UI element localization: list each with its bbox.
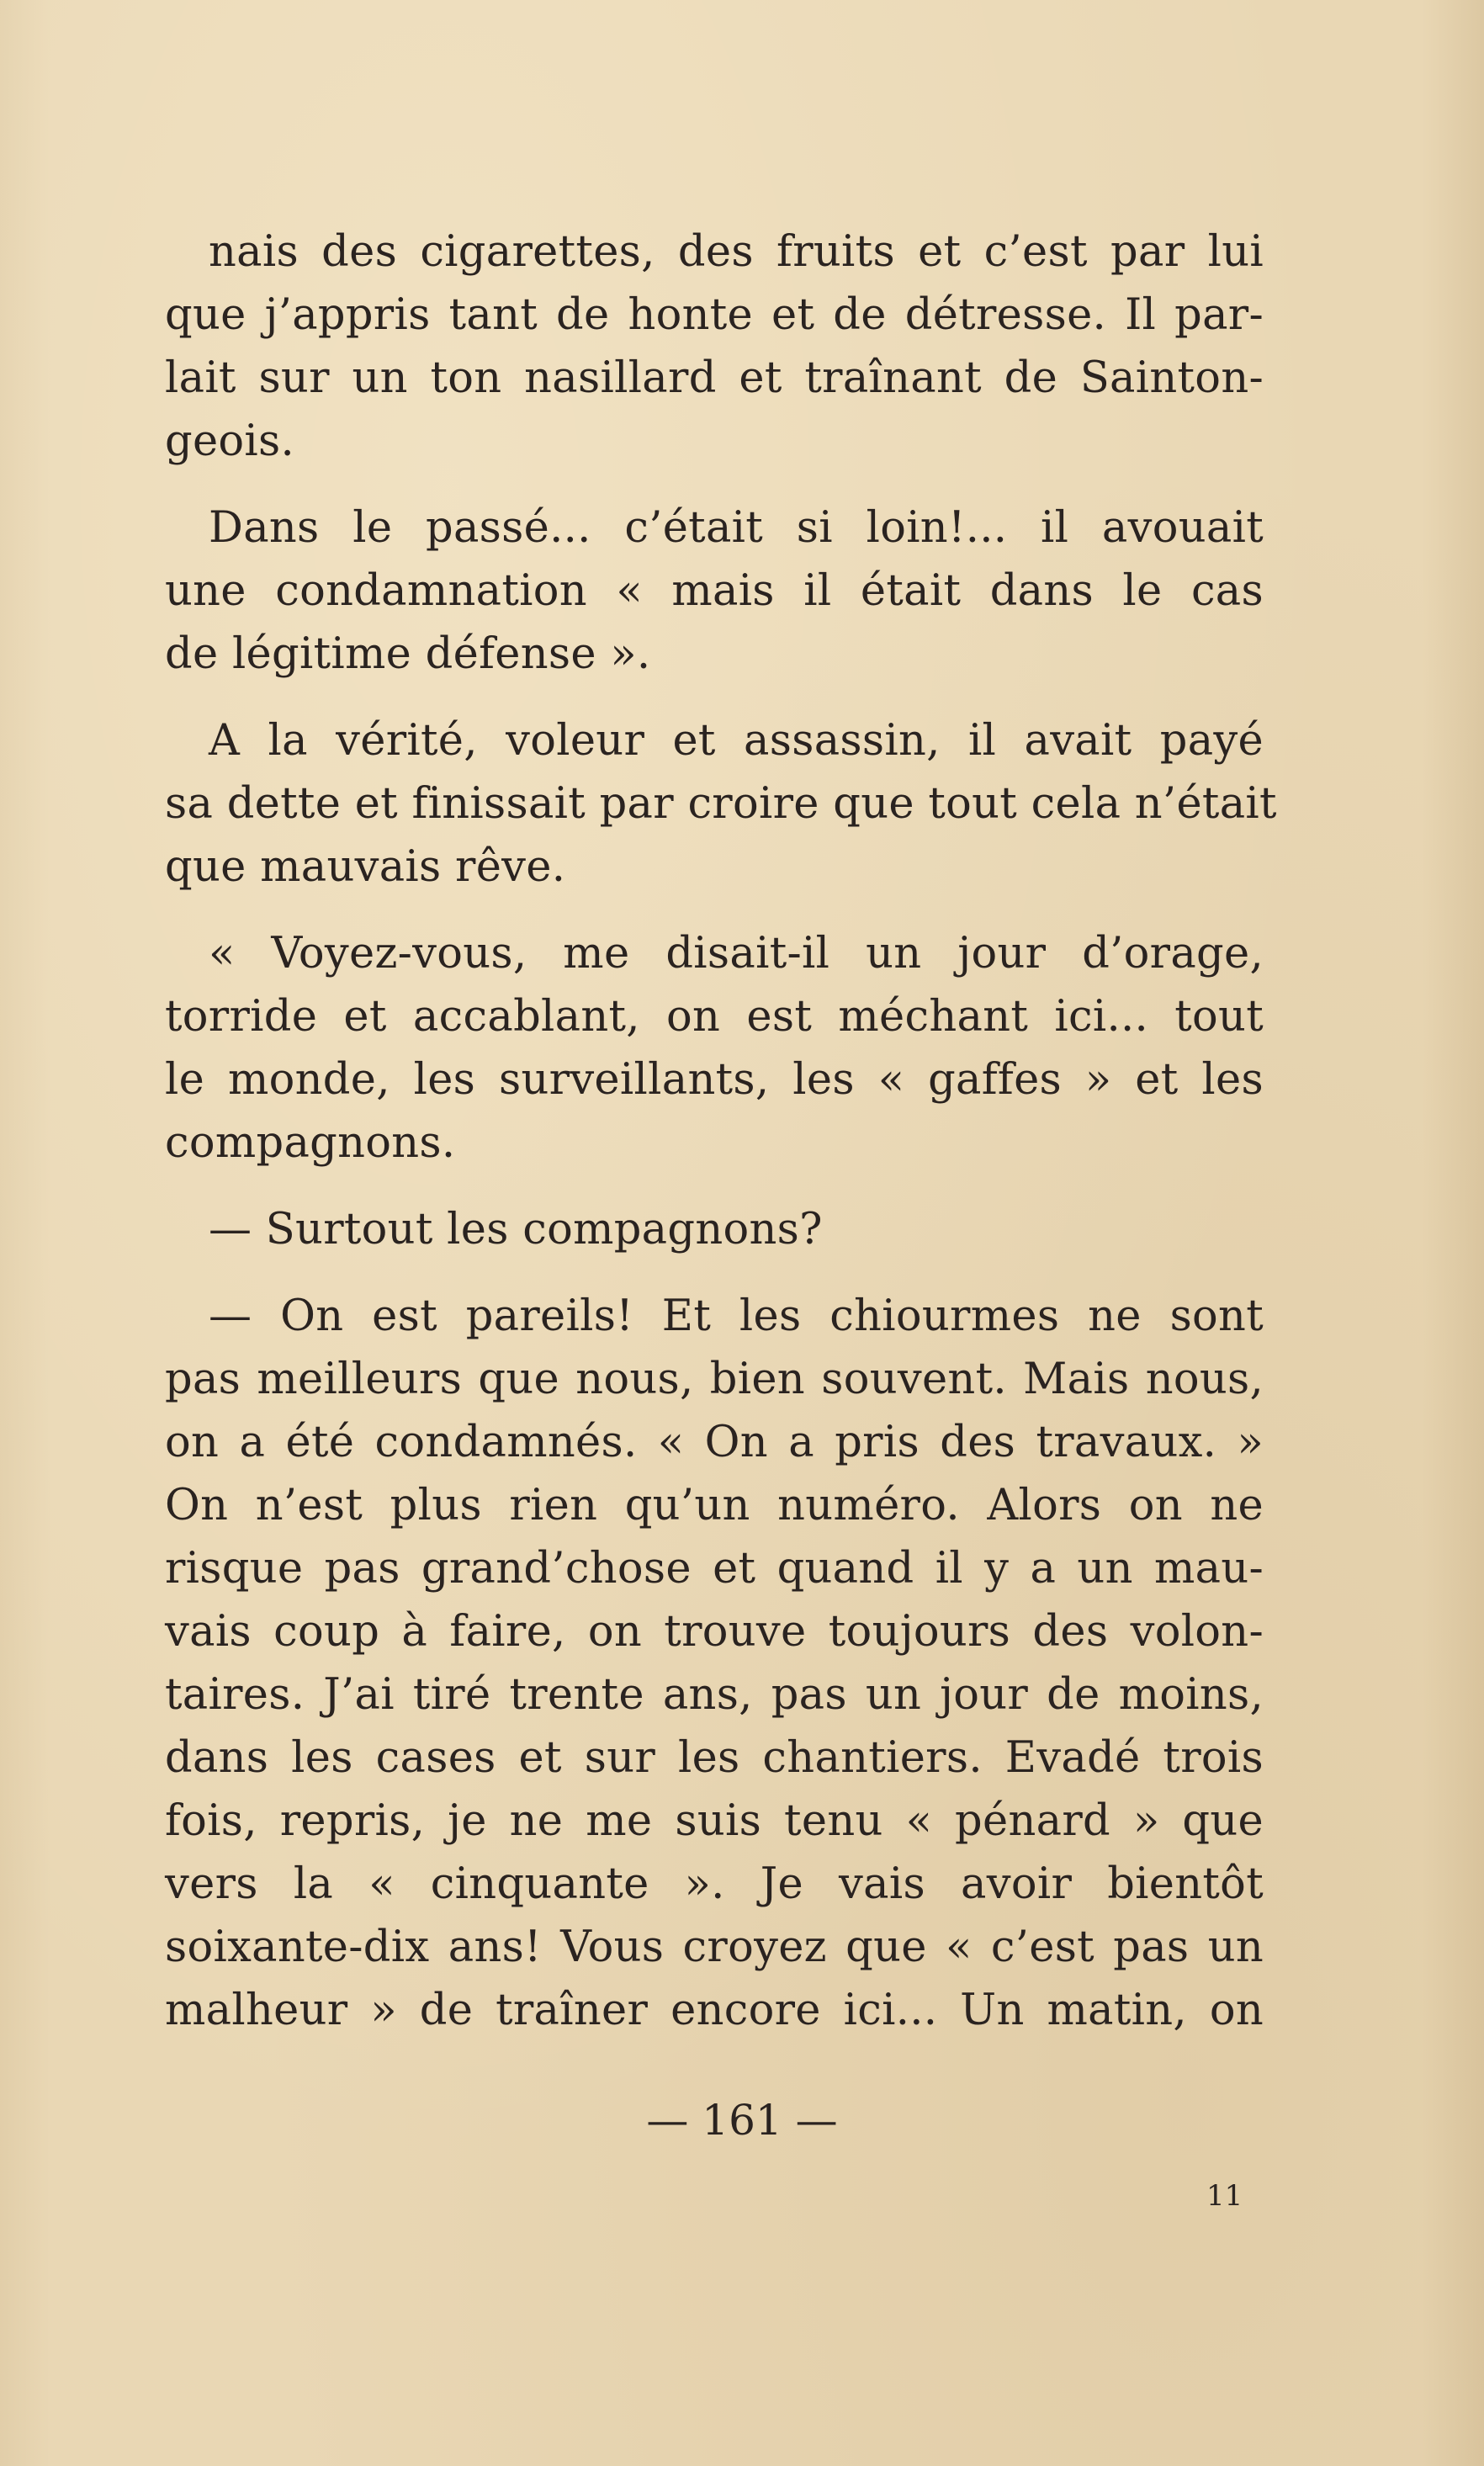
text-line: malheur » de traîner encore ici... Un matin, on bbox=[165, 1986, 1264, 2035]
text-line: « Voyez-vous, me disait-il un jour d’orage, bbox=[209, 929, 1264, 978]
text-line: que mauvais rêve. bbox=[165, 842, 566, 892]
text-line: taires. J’ai tiré trente ans, pas un jour de moins, bbox=[165, 1670, 1264, 1720]
text-line: que j’appris tant de honte et de détresse. Il par- bbox=[165, 290, 1264, 340]
page-number: — 161 — bbox=[646, 2096, 838, 2145]
text-line: on a été condamnés. « On a pris des travaux. » bbox=[165, 1418, 1264, 1467]
paragraph bbox=[165, 1198, 1264, 1261]
text-line: On n’est plus rien qu’un numéro. Alors on ne bbox=[165, 1481, 1264, 1530]
paragraph bbox=[165, 922, 1264, 1175]
text-line: dans les cases et sur les chantiers. Evadé trois bbox=[165, 1733, 1264, 1783]
text-line: compagnons. bbox=[165, 1118, 456, 1168]
paragraph bbox=[165, 496, 1264, 686]
paragraph bbox=[165, 709, 1277, 899]
text-line: — Surtout les compagnons? bbox=[209, 1205, 823, 1254]
text-line: de légitime défense ». bbox=[165, 629, 651, 679]
paragraph-gap bbox=[165, 1261, 1264, 1285]
text-line: vais coup à faire, on trouve toujours des volon- bbox=[165, 1607, 1264, 1657]
text-line: le monde, les surveillants, les « gaffes » et les bbox=[165, 1055, 1264, 1105]
paragraph bbox=[165, 1285, 1264, 2042]
text-line: fois, repris, je ne me suis tenu « pénard » que bbox=[165, 1796, 1264, 1846]
text-line: A la vérité, voleur et assassin, il avait payé bbox=[209, 716, 1264, 766]
text-line: geois. bbox=[165, 416, 295, 466]
text-line: Dans le passé... c’était si loin!... il avouait bbox=[209, 503, 1264, 553]
text-line: sa dette et finissait par croire que tout cela n’était bbox=[165, 779, 1277, 829]
text-line: lait sur un ton nasillard et traînant de Sainton- bbox=[165, 353, 1264, 403]
signature-mark: 11 bbox=[1206, 2179, 1243, 2213]
paragraph-gap bbox=[165, 1175, 1264, 1198]
text-line: torride et accablant, on est méchant ici... tout bbox=[165, 992, 1264, 1042]
paragraph-gap bbox=[165, 686, 1264, 709]
paragraph bbox=[165, 220, 1264, 473]
text-line: — On est pareils! Et les chiourmes ne sont bbox=[209, 1291, 1264, 1341]
body-text bbox=[165, 220, 1277, 2042]
text-line: pas meilleurs que nous, bien souvent. Mais nous, bbox=[165, 1355, 1264, 1404]
text-line: vers la « cinquante ». Je vais avoir bientôt bbox=[165, 1859, 1264, 1909]
text-line: soixante-dix ans! Vous croyez que « c’est pas un bbox=[165, 1922, 1264, 1972]
text-line: nais des cigarettes, des fruits et c’est par lui bbox=[209, 227, 1264, 277]
text-line: risque pas grand’chose et quand il y a un mau- bbox=[165, 1544, 1264, 1594]
paragraph-gap bbox=[165, 899, 1264, 922]
paragraph-gap bbox=[165, 473, 1264, 496]
text-line: une condamnation « mais il était dans le cas bbox=[165, 566, 1264, 616]
